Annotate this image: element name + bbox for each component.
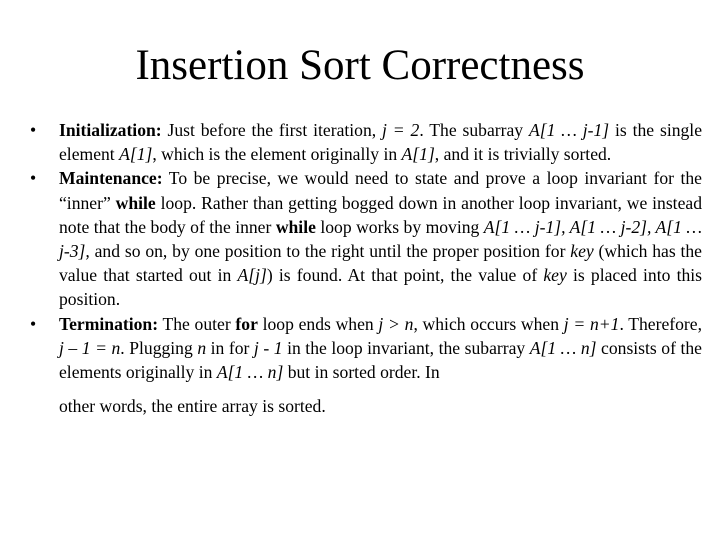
math-segment: j – 1 = n bbox=[59, 337, 121, 358]
text-segment: , and it is trivially sorted. bbox=[434, 144, 612, 165]
text-segment: Just before the first iteration, bbox=[161, 120, 383, 140]
math-segment: A[1 … j-1] bbox=[528, 120, 610, 140]
text-segment: The outer bbox=[158, 313, 236, 334]
math-segment: A[j] bbox=[237, 265, 267, 286]
bullet-dot-icon: • bbox=[30, 120, 37, 140]
math-segment: A[1] bbox=[119, 144, 153, 165]
math-segment: n bbox=[197, 337, 207, 358]
text-segment: loop ends when bbox=[257, 313, 379, 334]
math-segment: j - 1 bbox=[253, 337, 283, 358]
bullet-initialization bbox=[0, 118, 720, 166]
math-segment: key bbox=[543, 265, 567, 286]
text-segment: is the single element bbox=[59, 120, 703, 165]
math-segment: key bbox=[570, 241, 594, 262]
text-segment: consists of the elements originally in bbox=[59, 337, 702, 383]
keyword-segment: while bbox=[275, 216, 316, 237]
text-segment: is placed into this position. bbox=[59, 265, 702, 310]
math-segment: j > n bbox=[378, 313, 414, 334]
text-segment: in the loop invariant, the subarray bbox=[282, 337, 530, 358]
term-maintenance: Maintenance: bbox=[59, 168, 163, 189]
text-segment: loop. Rather than getting bogged down in another loop invariant, we instead note that the body of the inner bbox=[59, 192, 702, 237]
text-segment: , which occurs when bbox=[413, 313, 564, 334]
bullet-maintenance bbox=[0, 166, 720, 311]
bullet-dot-icon: • bbox=[30, 168, 37, 189]
math-segment: A[1 … j-1], A[1 … j-2], A[1 … j-3], bbox=[59, 216, 702, 262]
keyword-segment: for bbox=[235, 313, 258, 334]
math-segment: A[1 … n] bbox=[216, 362, 284, 383]
text-segment: . Plugging bbox=[120, 337, 198, 358]
text-segment: ) is found. At that point, the value of bbox=[266, 265, 544, 286]
text-segment: . The subarray bbox=[419, 120, 529, 140]
text-segment: , which is the element originally in bbox=[152, 144, 402, 165]
term-initialization: Initialization: bbox=[59, 120, 162, 140]
text-segment: To be precise, we would need to state and prove a loop invariant for the “inner” bbox=[59, 168, 702, 213]
math-segment: j = 2 bbox=[382, 120, 420, 140]
bullet-dot-icon: • bbox=[30, 313, 37, 334]
text-segment: in for bbox=[206, 337, 254, 358]
bullet-list bbox=[0, 118, 720, 418]
text-segment: (which has the value that started out in bbox=[59, 241, 702, 286]
term-termination: Termination: bbox=[59, 313, 159, 334]
keyword-segment: while bbox=[115, 192, 156, 213]
text-segment: loop works by moving bbox=[315, 216, 484, 237]
text-segment: other words, the entire array is sorted. bbox=[59, 396, 326, 417]
math-segment: A[1] bbox=[401, 144, 435, 165]
text-segment: and so on, by one position to the right until the proper position for bbox=[89, 241, 571, 262]
math-segment: j = n+1 bbox=[563, 313, 620, 334]
slide-title: Insertion Sort Correctness bbox=[135, 42, 585, 89]
bullet-termination bbox=[0, 312, 720, 419]
text-segment: . Therefore, bbox=[619, 313, 702, 334]
math-segment: A[1 … n] bbox=[529, 337, 597, 358]
text-segment: but in sorted order. In bbox=[283, 362, 440, 383]
